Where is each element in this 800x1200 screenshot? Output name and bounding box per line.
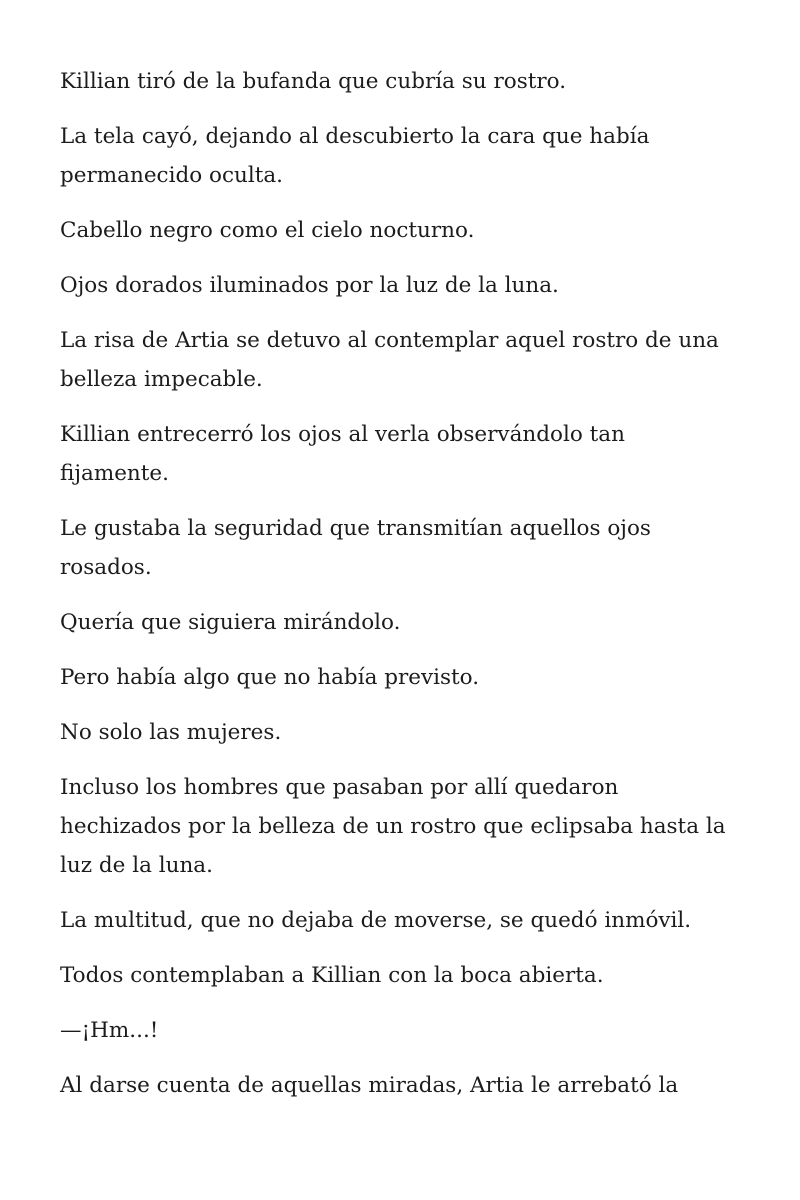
paragraph: No solo las mujeres. (60, 720, 282, 745)
paragraph: La multitud, que no dejaba de moverse, se quedó inmóvil. (60, 908, 692, 933)
paragraph: Pero había algo que no había previsto. (60, 665, 480, 690)
paragraph: La risa de Artia se detuvo al contemplar aquel rostro de una belleza impecable. (60, 328, 719, 392)
paragraph: Quería que siguiera mirándolo. (60, 610, 401, 635)
paragraph: Ojos dorados iluminados por la luz de la luna. (60, 273, 559, 298)
paragraph: La tela cayó, dejando al descubierto la cara que había permanecido oculta. (60, 124, 650, 188)
paragraph: Killian tiró de la bufanda que cubría su rostro. (60, 69, 567, 94)
paragraph: Cabello negro como el cielo nocturno. (60, 218, 475, 243)
dialogue-line: —¡Hm...! (60, 1018, 159, 1043)
paragraph: Le gustaba la seguridad que transmitían aquellos ojos rosados. (60, 516, 651, 580)
paragraph: Todos contemplaban a Killian con la boca abierta. (60, 963, 604, 988)
paragraph: Al darse cuenta de aquellas miradas, Artia le arrebató la (60, 1073, 679, 1098)
paragraph: Killian entrecerró los ojos al verla observándolo tan fijamente. (60, 422, 625, 486)
paragraph: Incluso los hombres que pasaban por allí quedaron hechizados por la belleza de un rostro que eclipsaba hasta la luz de la luna. (60, 775, 726, 878)
